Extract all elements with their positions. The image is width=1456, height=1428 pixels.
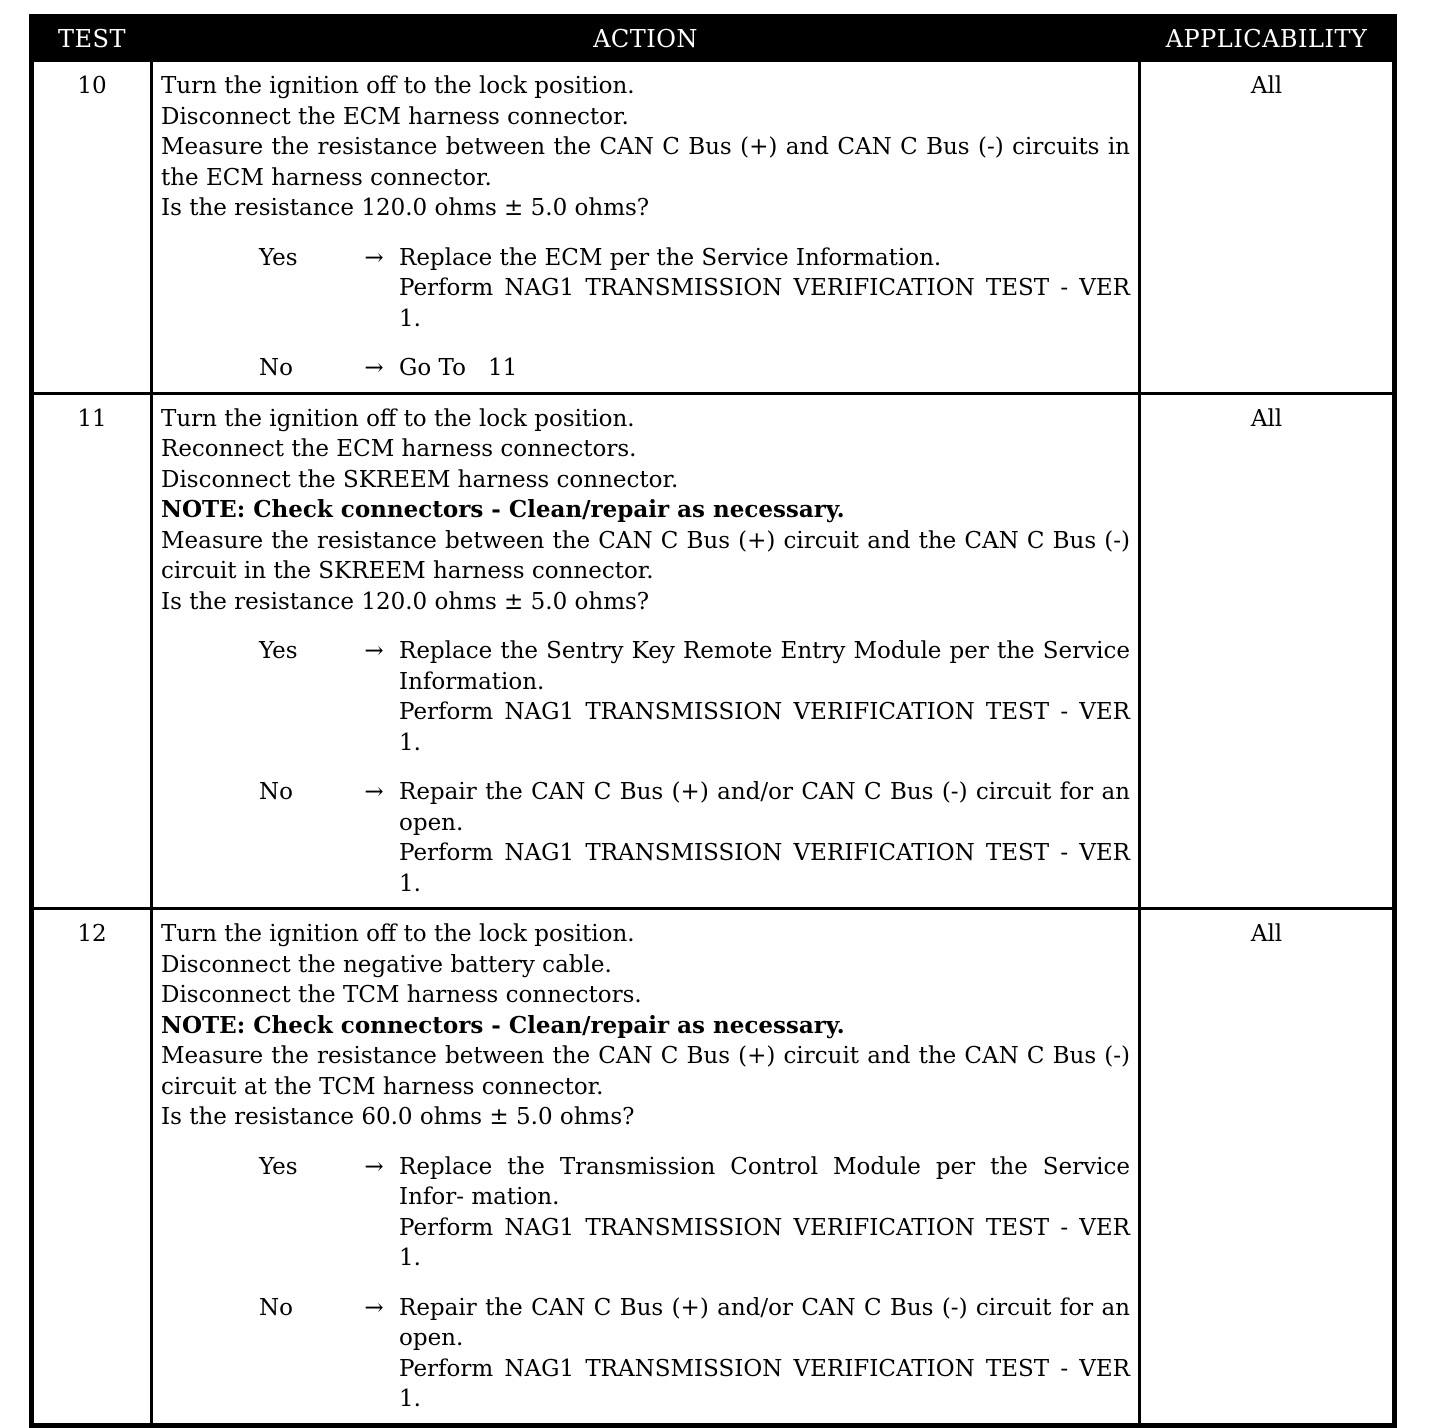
- result-line: Perform NAG1 TRANSMISSION VERIFICATION TEST - VER 1.: [399, 275, 1130, 332]
- result-line: Perform NAG1 TRANSMISSION VERIFICATION TEST - VER 1.: [399, 1214, 1130, 1271]
- diagnostic-table: [29, 14, 1397, 1428]
- no-result: [399, 353, 1130, 384]
- no-result: [399, 777, 1130, 899]
- right-arrow-icon: →: [364, 244, 384, 271]
- applicability: All: [1140, 393, 1395, 909]
- result-line: Replace the ECM per the Service Information.: [399, 244, 942, 271]
- test-number: 10: [32, 61, 152, 394]
- diagnostic-table-page: [29, 14, 1392, 1428]
- right-arrow-icon: →: [364, 1153, 384, 1180]
- action-step: Measure the resistance between the CAN C Bus (+) and CAN C Bus (-) circuits in the ECM harness connector.: [161, 134, 1130, 191]
- table-row-test-10: [32, 61, 1395, 394]
- no-label: No: [259, 1294, 293, 1321]
- yes-outcome: [161, 636, 1130, 758]
- action-step: Turn the ignition off to the lock position.: [161, 921, 635, 947]
- action-step: Disconnect the ECM harness connector.: [161, 103, 629, 130]
- no-result: [399, 1293, 1130, 1415]
- result-line: Replace the Transmission Control Module per the Service Infor- mation.: [399, 1153, 1130, 1210]
- result-line: Repair the CAN C Bus (+) and/or CAN C Bus (-) circuit for an open.: [399, 1294, 1130, 1351]
- goto-number: 11: [487, 355, 518, 381]
- test-number: 11: [32, 393, 152, 909]
- no-outcome: [161, 1293, 1130, 1415]
- no-outcome: [161, 353, 1130, 384]
- action-step: Disconnect the SKREEM harness connector.: [161, 466, 679, 493]
- yes-outcome: [161, 243, 1130, 335]
- yes-label: Yes: [259, 638, 298, 664]
- action-step: Disconnect the negative battery cable.: [161, 951, 612, 978]
- result-line: Perform NAG1 TRANSMISSION VERIFICATION TEST - VER 1.: [399, 840, 1130, 897]
- no-label: No: [259, 355, 293, 381]
- right-arrow-icon: →: [364, 638, 384, 664]
- no-outcome: [161, 777, 1130, 899]
- action-cell: [152, 393, 1140, 909]
- result-line: Perform NAG1 TRANSMISSION VERIFICATION TEST - VER 1.: [399, 699, 1130, 756]
- header-test: TEST: [32, 17, 152, 61]
- yes-label: Yes: [259, 244, 298, 271]
- action-question: Is the resistance 120.0 ohms ± 5.0 ohms?: [161, 195, 650, 221]
- yes-label: Yes: [259, 1153, 298, 1180]
- action-question: Is the resistance 120.0 ohms ± 5.0 ohms?: [161, 588, 650, 615]
- header-applicability: APPLICABILITY: [1140, 17, 1395, 61]
- yes-outcome: [161, 1152, 1130, 1274]
- yes-result: [399, 243, 1130, 335]
- action-step: Turn the ignition off to the lock position.: [161, 405, 635, 432]
- action-note: NOTE: Check connectors - Clean/repair as necessary.: [161, 496, 845, 523]
- result-line: Replace the Sentry Key Remote Entry Module per the Service Information.: [399, 638, 1130, 695]
- applicability: All: [1140, 909, 1395, 1426]
- test-number: 12: [32, 909, 152, 1426]
- table-header: [32, 17, 1395, 61]
- action-question: Is the resistance 60.0 ohms ± 5.0 ohms?: [161, 1104, 635, 1130]
- yes-result: [399, 1152, 1130, 1274]
- action-cell: [152, 909, 1140, 1426]
- action-cell: [152, 61, 1140, 394]
- goto-text: Go To: [399, 355, 466, 381]
- goto-link[interactable]: [399, 353, 1130, 384]
- result-line: Perform NAG1 TRANSMISSION VERIFICATION TEST - VER 1.: [399, 1355, 1130, 1412]
- right-arrow-icon: →: [364, 1294, 384, 1321]
- right-arrow-icon: →: [364, 779, 384, 805]
- action-note: NOTE: Check connectors - Clean/repair as necessary.: [161, 1011, 845, 1039]
- action-step: Reconnect the ECM harness connectors.: [161, 436, 637, 462]
- action-step: Measure the resistance between the CAN C Bus (+) circuit and the CAN C Bus (-) circuit at the TCM harness connector.: [161, 1043, 1130, 1100]
- result-line: Repair the CAN C Bus (+) and/or CAN C Bus (-) circuit for an open.: [399, 779, 1130, 836]
- applicability: All: [1140, 61, 1395, 394]
- right-arrow-icon: →: [364, 355, 384, 381]
- yes-result: [399, 636, 1130, 758]
- table-row-test-11: [32, 393, 1395, 909]
- no-label: No: [259, 779, 293, 805]
- action-step: Disconnect the TCM harness connectors.: [161, 982, 642, 1008]
- header-action: ACTION: [152, 17, 1140, 61]
- action-step: Turn the ignition off to the lock position.: [161, 73, 635, 99]
- action-step: Measure the resistance between the CAN C Bus (+) circuit and the CAN C Bus (-) circuit in the SKREEM harness connector.: [161, 527, 1130, 584]
- table-row-test-12: [32, 909, 1395, 1426]
